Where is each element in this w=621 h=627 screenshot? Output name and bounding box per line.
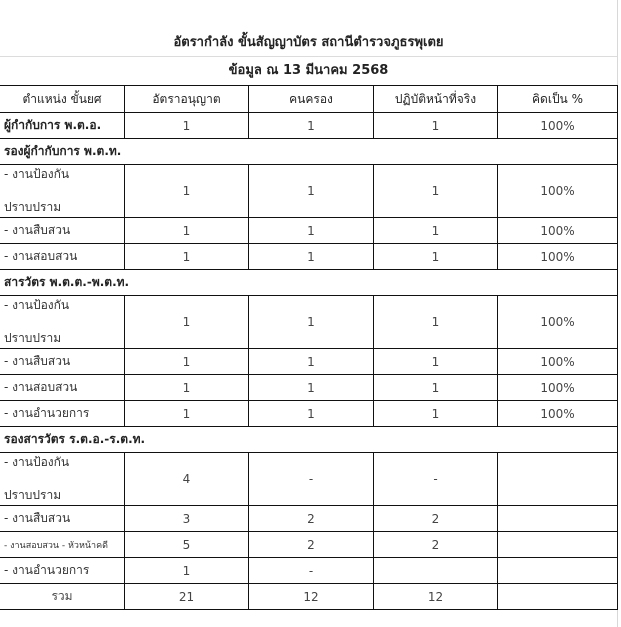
cell-held: 1 [249,401,374,427]
row-label: ผู้กำกับการ พ.ต.อ. [0,113,125,139]
cell-held: - [249,558,374,584]
cell-allowed: 1 [125,401,249,427]
cell-percent: 100% [498,375,618,401]
page-title: อัตรากำลัง ขั้นสัญญาบัตร สถานีตำรวจภูธรพุเตย [173,35,444,50]
cell-actual: 1 [374,218,498,244]
table-row [0,165,618,218]
table-row [0,506,618,532]
cell-percent: 100% [498,401,618,427]
row-label: - งานสืบสวน [0,218,125,244]
cell-held: 1 [249,165,374,218]
header-actual: ปฏิบัติหน้าที่จริง [374,86,498,113]
table-row [0,218,618,244]
cell-percent [498,532,618,558]
row-label: - งานสอบสวน [0,244,125,270]
total-held: 12 [249,584,374,610]
cell-percent [498,506,618,532]
cell-held: 1 [249,244,374,270]
row-label-line1: - งานป้องกัน [4,298,70,312]
row-label: - งานสอบสวน [0,375,125,401]
cell-allowed: 4 [125,453,249,506]
table-row [0,349,618,375]
cell-actual: 1 [374,375,498,401]
row-label-line1: - งานป้องกัน [4,455,70,469]
cell-allowed: 1 [125,296,249,349]
row-label [0,165,125,218]
row-label: - งานสอบสวน - หัวหน้าคดี [0,532,125,558]
page-subtitle: ข้อมูล ณ 13 มีนาคม 2568 [228,63,389,78]
total-label: รวม [0,584,125,610]
header-held: คนครอง [249,86,374,113]
table-row [0,532,618,558]
total-actual: 12 [374,584,498,610]
cell-percent [498,453,618,506]
row-label-line2: ปราบปราม [4,488,62,502]
cell-held: 1 [249,349,374,375]
table-row [0,296,618,349]
cell-actual: 2 [374,506,498,532]
cell-percent: 100% [498,296,618,349]
cell-actual: - [374,453,498,506]
cell-percent: 100% [498,349,618,375]
cell-held: 1 [249,218,374,244]
subtitle-row [0,57,617,86]
cell-percent: 100% [498,113,618,139]
row-label: - งานอำนวยการ [0,558,125,584]
cell-allowed: 1 [125,558,249,584]
cell-allowed: 1 [125,218,249,244]
cell-allowed: 1 [125,244,249,270]
cell-allowed: 1 [125,113,249,139]
cell-allowed: 5 [125,532,249,558]
header-row [0,86,618,113]
table-row [0,244,618,270]
cell-percent: 100% [498,165,618,218]
title-row [0,0,617,57]
header-percent: คิดเป็น % [498,86,618,113]
cell-held: 1 [249,375,374,401]
cell-actual: 1 [374,165,498,218]
row-label-line1: - งานป้องกัน [4,167,70,181]
table-row [0,401,618,427]
section-row [0,270,618,296]
row-label: - งานอำนวยการ [0,401,125,427]
row-label: - งานสืบสวน [0,349,125,375]
cell-actual: 1 [374,401,498,427]
row-label [0,453,125,506]
cell-allowed: 1 [125,375,249,401]
cell-percent: 100% [498,218,618,244]
cell-actual: 2 [374,532,498,558]
cell-actual [374,558,498,584]
row-label: - งานสืบสวน [0,506,125,532]
cell-actual: 1 [374,296,498,349]
section-label: รองสารวัตร ร.ต.อ.-ร.ต.ท. [0,427,618,453]
table-row [0,558,618,584]
cell-percent: 100% [498,244,618,270]
cell-allowed: 3 [125,506,249,532]
cell-held: - [249,453,374,506]
cell-allowed: 1 [125,349,249,375]
header-allowed: อัตราอนุญาต [125,86,249,113]
cell-held: 1 [249,296,374,349]
cell-percent [498,558,618,584]
staffing-table [0,85,618,610]
cell-held: 1 [249,113,374,139]
cell-held: 2 [249,532,374,558]
cell-held: 2 [249,506,374,532]
total-row [0,584,618,610]
table-row [0,113,618,139]
section-row [0,139,618,165]
cell-actual: 1 [374,244,498,270]
row-label-line2: ปราบปราม [4,331,62,345]
table-row [0,453,618,506]
cell-allowed: 1 [125,165,249,218]
row-label [0,296,125,349]
section-label: รองผู้กำกับการ พ.ต.ท. [0,139,618,165]
table-row [0,375,618,401]
section-label: สารวัตร พ.ต.ต.-พ.ต.ท. [0,270,618,296]
section-row [0,427,618,453]
cell-actual: 1 [374,113,498,139]
row-label-line2: ปราบปราม [4,200,62,214]
cell-actual: 1 [374,349,498,375]
total-allowed: 21 [125,584,249,610]
header-position: ตำแหน่ง ขั้นยศ [0,86,125,113]
total-percent [498,584,618,610]
